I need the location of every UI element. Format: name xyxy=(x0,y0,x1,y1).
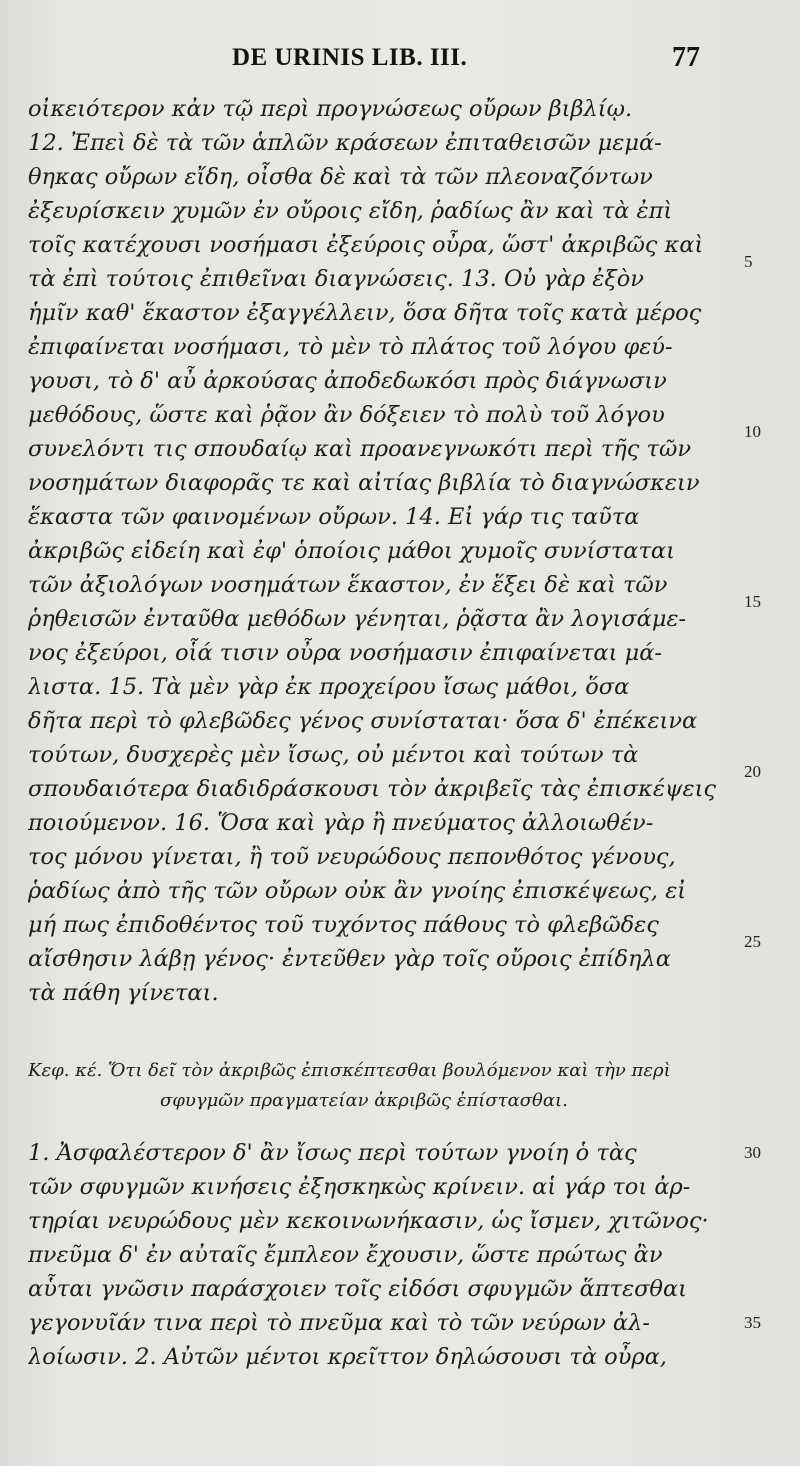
line-number: 30 xyxy=(744,1143,761,1162)
text-line: ἡμῖν καθ' ἕκαστον ἐξαγγέλλειν, ὅσα δῆτα τοῖς κατὰ μέρος xyxy=(28,300,702,326)
text-line: ἐξευρίσκειν χυμῶν ἐν οὔροις εἴδη, ῥαδίως ἂν καὶ τὰ ἐπὶ xyxy=(28,198,673,224)
text-line: αὗται γνῶσιν παράσχοιεν τοῖς εἰδόσι σφυγμῶν ἅπτεσθαι xyxy=(28,1276,687,1302)
running-head: DE URINIS LIB. III. xyxy=(232,44,468,71)
text-line: θηκας οὔρων εἴδη, οἶσθα δὲ καὶ τὰ τῶν πλεοναζόντων xyxy=(28,164,653,190)
text-line: 12. Ἐπεὶ δὲ τὰ τῶν ἁπλῶν κράσεων ἐπιταθεισῶν μεμά- xyxy=(28,130,662,156)
text-line: λιστα. 15. Τὰ μὲν γὰρ ἐκ προχείρου ἴσως μάθοι, ὅσα xyxy=(28,674,630,700)
text-line: τος μόνου γίνεται, ἢ τοῦ νευρώδους πεπονθότος γένους, xyxy=(28,844,676,870)
text-line: τῶν σφυγμῶν κινήσεις ἐξησκηκὼς κρίνειν. αἱ γάρ τοι ἀρ- xyxy=(28,1174,691,1200)
text-line: λοίωσιν. 2. Αὐτῶν μέντοι κρεῖττον δηλώσουσι τὰ οὖρα, xyxy=(28,1344,667,1370)
text-line: 1. Ἀσφαλέστερον δ' ἂν ἴσως περὶ τούτων γνοίη ὁ τὰς xyxy=(28,1140,637,1166)
text-line: δῆτα περὶ τὸ φλεβῶδες γένος συνίσταται· ὅσα δ' ἐπέκεινα xyxy=(28,708,698,734)
text-line: γουσι, τὸ δ' αὖ ἀρκούσας ἀποδεδωκόσι πρὸς διάγνωσιν xyxy=(28,368,667,394)
text-line: μή πως ἐπιδοθέντος τοῦ τυχόντος πάθους τὸ φλεβῶδες xyxy=(28,912,659,938)
text-line: ῥηθεισῶν ἐνταῦθα μεθόδων γένηται, ῥᾷστα ἂν λογισάμε- xyxy=(28,606,687,632)
text-line: πνεῦμα δ' ἐν αὐταῖς ἔμπλεον ἔχουσιν, ὥστε πρώτως ἂν xyxy=(28,1242,663,1268)
text-line: νος ἐξεύροι, οἷά τισιν οὖρα νοσήμασιν ἐπιφαίνεται μά- xyxy=(28,640,663,666)
text-line: τοῖς κατέχουσι νοσήμασι ἐξεύροις οὖρα, ὥστ' ἀκριβῶς καὶ xyxy=(28,232,704,258)
line-number: 20 xyxy=(744,762,761,781)
text-line: συνελόντι τις σπουδαίῳ καὶ προανεγνωκότι περὶ τῆς τῶν xyxy=(28,436,691,462)
line-number: 5 xyxy=(744,252,753,271)
line-number: 10 xyxy=(744,422,761,441)
page-header xyxy=(0,40,800,80)
text-line: τὰ ἐπὶ τούτοις ἐπιθεῖναι διαγνώσεις. 13. Οὐ γὰρ ἐξὸν xyxy=(28,266,644,292)
text-line: ποιούμενον. 16. Ὅσα καὶ γὰρ ἢ πνεύματος ἀλλοιωθέν- xyxy=(28,810,654,836)
chapter-heading-line-1: Κεφ. κέ. Ὅτι δεῖ τὸν ἀκριβῶς ἐπισκέπτεσθαι βουλόμενον καὶ τὴν περὶ xyxy=(28,1060,671,1081)
text-line: ἐπιφαίνεται νοσήμασι, τὸ μὲν τὸ πλάτος τοῦ λόγου φεύ- xyxy=(28,334,673,360)
text-line: τὰ πάθη γίνεται. xyxy=(28,980,219,1006)
line-number: 35 xyxy=(744,1313,761,1332)
page-number: 77 xyxy=(672,42,700,73)
text-line: αἴσθησιν λάβῃ γένος· ἐντεῦθεν γὰρ τοῖς οὔροις ἐπίδηλα xyxy=(28,946,671,972)
line-number: 25 xyxy=(744,932,761,951)
line-number: 15 xyxy=(744,592,761,611)
text-line: ἕκαστα τῶν φαινομένων οὔρων. 14. Εἰ γάρ τις ταῦτα xyxy=(28,504,640,530)
chapter-heading-line-2: σφυγμῶν πραγματείαν ἀκριβῶς ἐπίστασθαι. xyxy=(160,1090,568,1111)
text-line: γεγονυῖάν τινα περὶ τὸ πνεῦμα καὶ τὸ τῶν νεύρων ἀλ- xyxy=(28,1310,650,1336)
text-line: ῥαδίως ἀπὸ τῆς τῶν οὔρων οὐκ ἂν γνοίης ἐπισκέψεως, εἰ xyxy=(28,878,687,904)
text-line: τούτων, δυσχερὲς μὲν ἴσως, οὐ μέντοι καὶ τούτων τὰ xyxy=(28,742,639,768)
text-line: ἀκριβῶς εἰδείη καὶ ἐφ' ὁποίοις μάθοι χυμοῖς συνίσταται xyxy=(28,538,675,564)
text-line: μεθόδους, ὥστε καὶ ῥᾷον ἂν δόξειεν τὸ πολὺ τοῦ λόγου xyxy=(28,402,665,428)
text-line: τηρίαι νευρώδους μὲν κεκοινωνήκασιν, ὡς ἴσμεν, χιτῶνος· xyxy=(28,1208,709,1234)
text-line: οἰκειότερον κἀν τῷ περὶ προγνώσεως οὔρων βιβλίῳ. xyxy=(28,96,633,122)
text-line: σπουδαιότερα διαδιδράσκουσι τὸν ἀκριβεῖς τὰς ἐπισκέψεις xyxy=(28,776,717,802)
text-line: νοσημάτων διαφορᾶς τε καὶ αἰτίας βιβλία τὸ διαγνώσκειν xyxy=(28,470,700,496)
text-line: τῶν ἀξιολόγων νοσημάτων ἕκαστον, ἐν ἕξει δὲ καὶ τῶν xyxy=(28,572,668,598)
